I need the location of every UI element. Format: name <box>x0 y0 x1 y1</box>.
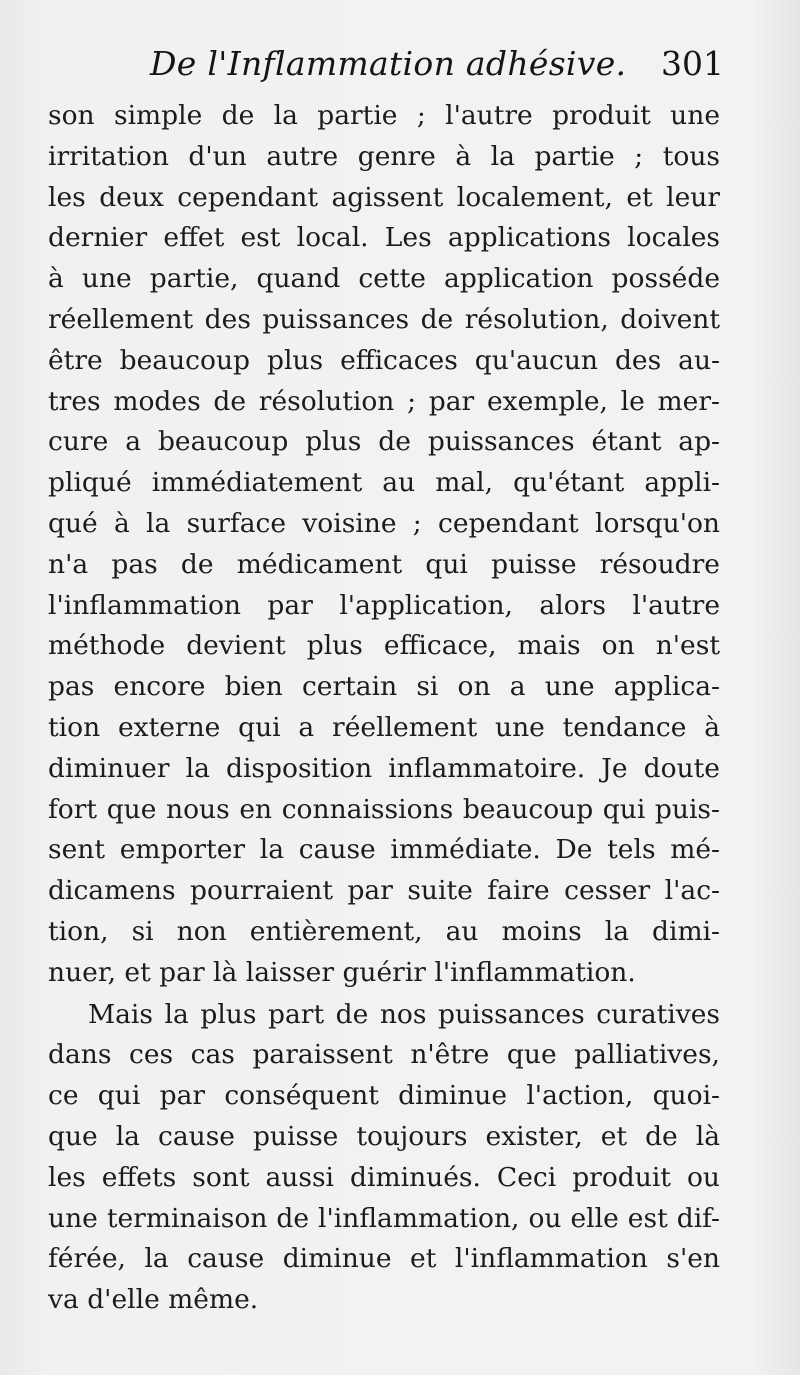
text-line: n'a pas de médicament qui puisse résoudre <box>48 548 720 580</box>
text-line: ce qui par conséquent diminue l'action, quoi- <box>48 1080 720 1112</box>
page-number: 301 <box>661 44 724 83</box>
paragraph-2 <box>48 995 720 1321</box>
text-line: être beaucoup plus efficaces qu'aucun des au- <box>48 344 720 376</box>
text-line: une terminaison de l'inflammation, ou elle est dif- <box>48 1202 720 1234</box>
running-title: De l'Inflammation adhésive. <box>150 44 627 83</box>
text-line: irritation d'un autre genre à la partie ; tous <box>48 140 720 172</box>
text-line: fort que nous en connaissions beaucoup qui puis- <box>48 793 720 825</box>
text-line: pas encore bien certain si on a une applica- <box>48 671 720 703</box>
text-line: tres modes de résolution ; par exemple, le mer- <box>48 385 720 417</box>
paragraph-1 <box>48 96 720 994</box>
text-line: tion externe qui a réellement une tendance à <box>48 711 720 743</box>
text-line: va d'elle même. <box>48 1284 259 1316</box>
text-line: cure a beaucoup plus de puissances étant ap- <box>48 426 720 458</box>
text-line: dernier effet est local. Les applications locales <box>48 222 720 254</box>
text-line: méthode devient plus efficace, mais on n'est <box>48 630 720 662</box>
text-line: sent emporter la cause immédiate. De tels mé- <box>48 834 720 866</box>
text-line: Mais la plus part de nos puissances curatives <box>88 998 720 1030</box>
text-line: que la cause puisse toujours exister, et de là <box>48 1120 720 1152</box>
text-line: tion, si non entièrement, au moins la dimi- <box>48 915 720 947</box>
text-line: dans ces cas paraissent n'être que palliatives, <box>48 1039 720 1071</box>
text-line: réellement des puissances de résolution, doivent <box>48 303 720 335</box>
text-line: à une partie, quand cette application posséde <box>48 263 720 295</box>
text-line: nuer, et par là laisser guérir l'inflammation. <box>48 956 636 988</box>
text-line: qué à la surface voisine ; cependant lorsqu'on <box>48 507 720 539</box>
text-line: l'inflammation par l'application, alors l'autre <box>48 589 720 621</box>
text-line: diminuer la disposition inflammatoire. Je doute <box>48 752 720 784</box>
text-line: dicamens pourraient par suite faire cesser l'ac- <box>48 875 720 907</box>
body-text <box>48 96 720 1321</box>
text-line: pliqué immédiatement au mal, qu'étant appli- <box>48 467 720 499</box>
text-line: les effets sont aussi diminués. Ceci produit ou <box>48 1161 720 1193</box>
text-line: son simple de la partie ; l'autre produit une <box>48 100 720 131</box>
page-header <box>48 40 724 94</box>
text-line: les deux cependant agissent localement, et leur <box>48 181 720 213</box>
text-line: férée, la cause diminue et l'inflammation s'en <box>48 1243 720 1275</box>
